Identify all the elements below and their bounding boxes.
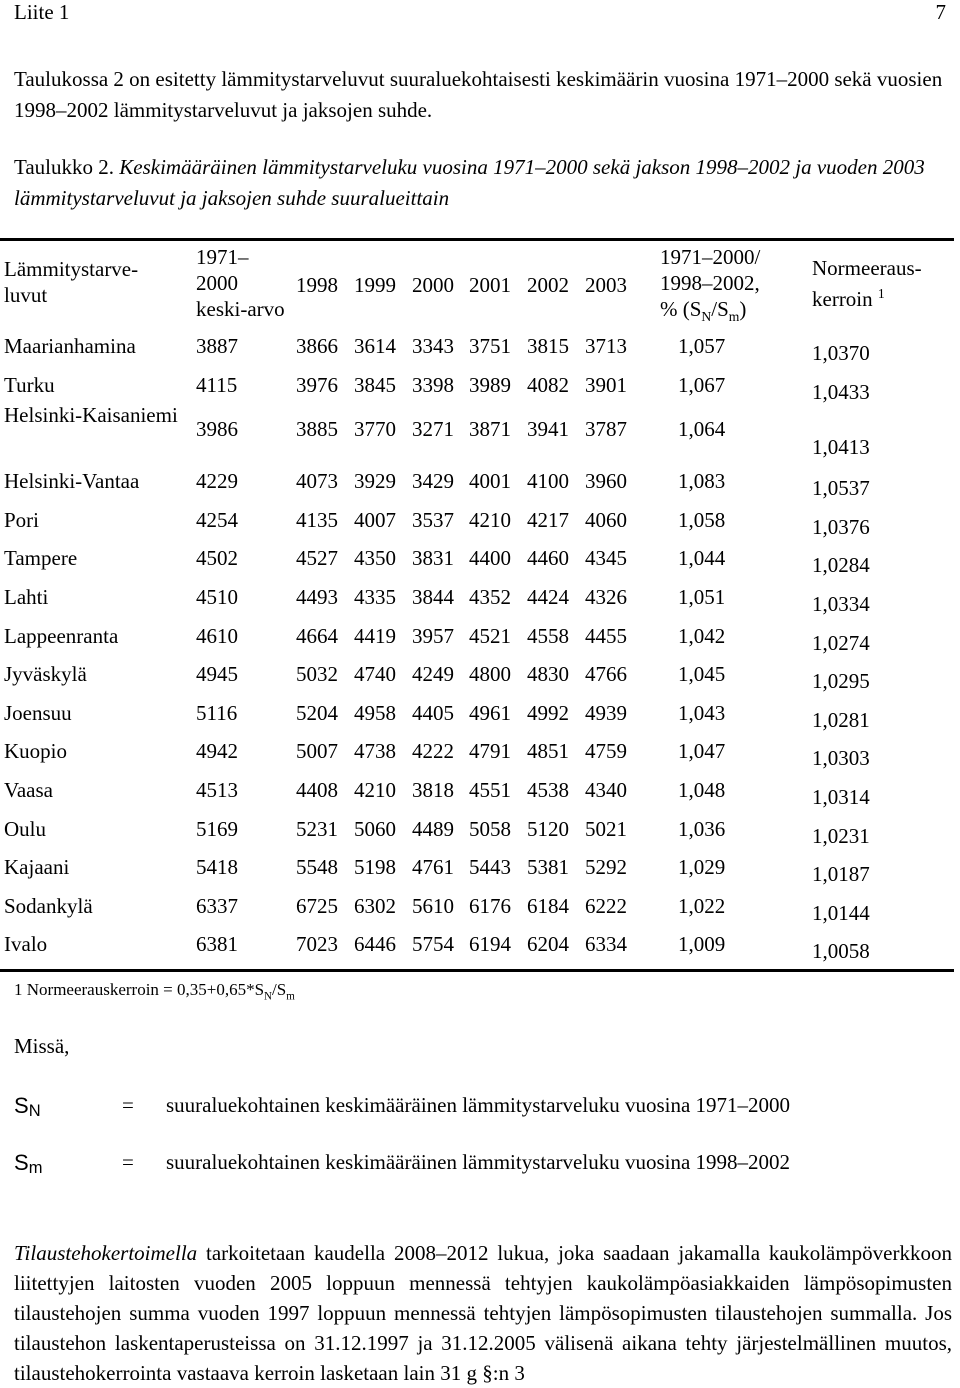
- header-name: [4, 256, 138, 308]
- table-row: [0, 738, 954, 777]
- year-value: 3885: [296, 417, 338, 442]
- body-paragraph: [14, 1238, 952, 1388]
- year-value: 4766: [585, 662, 627, 687]
- footnote-sub-n: N: [264, 990, 273, 1003]
- coefficient-value: 1,0303: [812, 746, 870, 771]
- station-name: Turku: [4, 372, 55, 397]
- station-name: Vaasa: [4, 777, 53, 802]
- coefficient-value: 1,0187: [812, 862, 870, 887]
- coefficient-value: 1,0413: [812, 435, 870, 460]
- year-value: 4419: [354, 623, 396, 648]
- average-value: 4513: [196, 777, 238, 802]
- year-value: 5231: [296, 816, 338, 841]
- year-value: 5032: [296, 662, 338, 687]
- average-value: 4610: [196, 623, 238, 648]
- ratio-sub-n: N: [701, 309, 712, 325]
- year-value: 5204: [296, 700, 338, 725]
- ratio-mid: /S: [711, 297, 729, 321]
- station-name: Helsinki-Vantaa: [4, 469, 140, 494]
- coefficient-value: 1,0537: [812, 476, 870, 501]
- year-value: 5198: [354, 855, 396, 880]
- table-row: [0, 931, 954, 970]
- average-value: 6381: [196, 932, 238, 957]
- station-name: Lappeenranta: [4, 623, 119, 648]
- average-value: 5169: [196, 816, 238, 841]
- coefficient-value: 1,0295: [812, 669, 870, 694]
- year-value: 4558: [527, 623, 569, 648]
- year-value: 4340: [585, 777, 627, 802]
- coefficient-value: 1,0058: [812, 939, 870, 964]
- caption-text: Keskimääräinen lämmitystarveluku vuosina 1971–2000 sekä jakson 1998–2002 ja vuoden 2003 lämmitystarveluvut ja jaksojen suhde suuralueittain: [14, 155, 925, 210]
- year-value: 4791: [469, 739, 511, 764]
- year-value: 4424: [527, 584, 569, 609]
- year-value: 5060: [354, 816, 396, 841]
- average-value: 4115: [196, 372, 238, 397]
- year-value: 4740: [354, 662, 396, 687]
- average-value: 4502: [196, 546, 238, 571]
- heating-degree-table: [0, 241, 954, 970]
- table-row: [0, 700, 954, 739]
- ratio-value: 1,057: [678, 334, 726, 358]
- year-value: 3976: [296, 372, 338, 397]
- average-value: 4945: [196, 662, 238, 687]
- ratio-value: 1,009: [678, 932, 726, 957]
- average-value: 4942: [196, 739, 238, 764]
- year-value: 4489: [412, 816, 454, 841]
- year-value: 5007: [296, 739, 338, 764]
- header-average: [196, 244, 285, 322]
- header-coef-footnote-mark: 1: [877, 286, 885, 301]
- year-value: 4761: [412, 855, 454, 880]
- coefficient-value: 1,0376: [812, 514, 870, 539]
- coefficient-value: 1,0284: [812, 553, 870, 578]
- year-value: 3614: [354, 334, 396, 358]
- year-value: 4135: [296, 507, 338, 532]
- year-value: 3844: [412, 584, 454, 609]
- year-value: 4335: [354, 584, 396, 609]
- station-name: Ivalo: [4, 932, 48, 957]
- intro-paragraph: Taulukossa 2 on esitetty lämmitystarveluvut suuraluekohtaisesti keskimäärin vuosina 1971–2000 sekä vuosien 1998–2002 lämmitystarveluvut ja jaksojen suhde.: [14, 67, 943, 122]
- year-value: 3343: [412, 334, 454, 358]
- footnote-sub-m: m: [286, 990, 295, 1003]
- station-name: Helsinki-Kaisaniemi: [4, 403, 178, 428]
- year-value: 4400: [469, 546, 511, 571]
- average-value: 3887: [196, 334, 238, 358]
- year-value: 4405: [412, 700, 454, 725]
- coefficient-value: 1,0334: [812, 591, 870, 616]
- appendix-label: Liite 1: [14, 0, 70, 24]
- year-value: 3398: [412, 372, 454, 397]
- header-name-line1: Lämmitystarve-: [4, 257, 139, 281]
- ratio-value: 1,036: [678, 816, 726, 841]
- header-name-line2: luvut: [4, 283, 48, 307]
- year-value: 4352: [469, 584, 511, 609]
- station-name: Kuopio: [4, 739, 67, 764]
- year-value: 6725: [296, 893, 338, 918]
- average-value: 5116: [196, 700, 238, 725]
- year-value: 6194: [469, 932, 511, 957]
- year-value: 3751: [469, 334, 511, 358]
- ratio-value: 1,044: [678, 546, 726, 571]
- year-value: 6446: [354, 932, 396, 957]
- header-average-line3: keski-arvo: [196, 297, 285, 321]
- year-value: 4326: [585, 584, 627, 609]
- year-value: 4210: [354, 777, 396, 802]
- station-name: Oulu: [4, 816, 46, 841]
- year-value: 3787: [585, 417, 627, 442]
- average-value: 6337: [196, 893, 238, 918]
- year-value: 4455: [585, 623, 627, 648]
- year-value: 6176: [469, 893, 511, 918]
- symbol-sub: m: [28, 1159, 43, 1177]
- table-row: [0, 333, 954, 372]
- symbol-base: S: [14, 1093, 29, 1118]
- year-value: 3770: [354, 417, 396, 442]
- year-value: 3429: [412, 469, 454, 494]
- year-value: 3271: [412, 417, 454, 442]
- table-row: [0, 403, 954, 468]
- year-value: 6184: [527, 893, 569, 918]
- caption-label: Taulukko 2.: [14, 155, 115, 179]
- table-header: [0, 241, 954, 333]
- year-value: 4493: [296, 584, 338, 609]
- definition-text: suuraluekohtainen keskimääräinen lämmitystarveluku vuosina 1971–2000: [166, 1093, 791, 1117]
- year-value: 5610: [412, 893, 454, 918]
- year-value: 5058: [469, 816, 511, 841]
- average-value: 4254: [196, 507, 238, 532]
- header-average-line2: 2000: [196, 271, 238, 295]
- table-row: [0, 545, 954, 584]
- table-footnote: [14, 980, 295, 1002]
- year-value: 4851: [527, 739, 569, 764]
- year-value: 3818: [412, 777, 454, 802]
- year-value: 3941: [527, 417, 569, 442]
- year-value: 3831: [412, 546, 454, 571]
- header-year-1998: 1998: [296, 273, 338, 297]
- year-value: 4408: [296, 777, 338, 802]
- year-value: 4527: [296, 546, 338, 571]
- coefficient-value: 1,0144: [812, 900, 870, 925]
- table-row: [0, 893, 954, 932]
- year-value: 3845: [354, 372, 396, 397]
- definition-sn: [14, 1093, 954, 1123]
- coefficient-value: 1,0314: [812, 784, 870, 809]
- year-value: 3929: [354, 469, 396, 494]
- year-value: 3960: [585, 469, 627, 494]
- year-value: 4350: [354, 546, 396, 571]
- definition-symbol: [14, 1093, 41, 1121]
- body-term: Tilaustehokertoimella: [14, 1241, 198, 1265]
- year-value: 6334: [585, 932, 627, 957]
- table-row: [0, 816, 954, 855]
- average-value: 3986: [196, 417, 238, 442]
- year-value: 4001: [469, 469, 511, 494]
- coefficient-value: 1,0281: [812, 707, 870, 732]
- header-average-line1: 1971–: [196, 245, 249, 269]
- average-value: 5418: [196, 855, 238, 880]
- definition-sm: [14, 1150, 954, 1180]
- header-year-2001: 2001: [469, 273, 511, 297]
- header-year-2003: 2003: [585, 273, 627, 297]
- year-value: 7023: [296, 932, 338, 957]
- year-value: 5443: [469, 855, 511, 880]
- table-row: [0, 623, 954, 662]
- footnote-pre: 1 Normeerauskerroin = 0,35+0,65*S: [14, 980, 265, 999]
- year-value: 4460: [527, 546, 569, 571]
- year-value: 4939: [585, 700, 627, 725]
- year-value: 4345: [585, 546, 627, 571]
- year-value: 4800: [469, 662, 511, 687]
- ratio-value: 1,048: [678, 777, 726, 802]
- ratio-value: 1,043: [678, 700, 726, 725]
- table-row: [0, 854, 954, 893]
- definition-text: suuraluekohtainen keskimääräinen lämmitystarveluku vuosina 1998–2002: [166, 1150, 791, 1174]
- year-value: 4007: [354, 507, 396, 532]
- year-value: 4738: [354, 739, 396, 764]
- year-value: 6222: [585, 893, 627, 918]
- header-ratio: [660, 244, 760, 330]
- year-value: 4073: [296, 469, 338, 494]
- year-value: 3871: [469, 417, 511, 442]
- header-coefficient: [812, 255, 922, 312]
- station-name: Joensuu: [4, 700, 72, 725]
- year-value: 5381: [527, 855, 569, 880]
- station-name: Sodankylä: [4, 893, 93, 918]
- year-value: 4210: [469, 507, 511, 532]
- station-name: Lahti: [4, 584, 49, 609]
- definition-equals: =: [122, 1150, 134, 1174]
- header-year-2002: 2002: [527, 273, 569, 297]
- header-year-2000: 2000: [412, 273, 454, 297]
- year-value: 5021: [585, 816, 627, 841]
- year-value: 4664: [296, 623, 338, 648]
- ratio-value: 1,083: [678, 469, 726, 494]
- year-value: 4082: [527, 372, 569, 397]
- year-value: 4830: [527, 662, 569, 687]
- coefficient-value: 1,0274: [812, 630, 870, 655]
- year-value: 5120: [527, 816, 569, 841]
- year-value: 3537: [412, 507, 454, 532]
- station-name: Maarianhamina: [4, 334, 136, 358]
- ratio-sub-m: m: [728, 309, 740, 325]
- definition-symbol: [14, 1150, 42, 1178]
- year-value: 4249: [412, 662, 454, 687]
- header-coef-line2: kerroin: [812, 287, 873, 311]
- table-body: [0, 333, 954, 970]
- coefficient-value: 1,0370: [812, 341, 870, 365]
- year-value: 4992: [527, 700, 569, 725]
- year-value: 5754: [412, 932, 454, 957]
- header-ratio-line2: 1998–2002,: [660, 271, 760, 295]
- year-value: 4759: [585, 739, 627, 764]
- ratio-value: 1,051: [678, 584, 726, 609]
- year-value: 3989: [469, 372, 511, 397]
- year-value: 5548: [296, 855, 338, 880]
- station-name: Kajaani: [4, 855, 70, 880]
- footnote-mid: /S: [272, 980, 287, 999]
- year-value: 6302: [354, 893, 396, 918]
- table-row: [0, 584, 954, 623]
- average-value: 4510: [196, 584, 238, 609]
- definition-equals: =: [122, 1093, 134, 1117]
- ratio-value: 1,067: [678, 372, 726, 397]
- year-value: 3713: [585, 334, 627, 358]
- year-value: 5292: [585, 855, 627, 880]
- year-value: 3957: [412, 623, 454, 648]
- year-value: 3901: [585, 372, 627, 397]
- header-ratio-line3: [660, 297, 747, 325]
- body-text: tarkoitetaan kaudella 2008–2012 lukua, joka saadaan jakamalla kaukolämpöverkkoon liitettyjen laitosten vuoden 2005 loppuun mennessä tehtyjen kaukolämpöasiakkaiden lämpösopimusten tilaustehojen summa vuoden 1997 loppuun mennessä tehtyjen lämpösopimusten tilaustehojen summalla. Jos tilaustehon laskentaperusteissa on 31.12.1997 ja 31.12.2005 välisenä aikana tehty järjestelmällinen muutos, tilaustehokerrointa vastaava kerroin lasketaan lain 31 g §:n 3: [14, 1241, 952, 1385]
- station-name: Jyväskylä: [4, 662, 87, 687]
- ratio-value: 1,042: [678, 623, 726, 648]
- header-ratio-line1: 1971–2000/: [660, 245, 761, 269]
- year-value: 4958: [354, 700, 396, 725]
- station-name: Tampere: [4, 546, 78, 571]
- table-bottom-rule: [0, 969, 954, 972]
- coefficient-value: 1,0433: [812, 379, 870, 404]
- ratio-pre: % (S: [660, 297, 702, 321]
- year-value: 4100: [527, 469, 569, 494]
- average-value: 4229: [196, 469, 238, 494]
- header-year-1999: 1999: [354, 273, 396, 297]
- year-value: 4060: [585, 507, 627, 532]
- ratio-value: 1,058: [678, 507, 726, 532]
- ratio-post: ): [739, 297, 747, 321]
- table-row: [0, 661, 954, 700]
- page-number: 7: [935, 0, 946, 24]
- station-name: Pori: [4, 507, 40, 532]
- definitions-intro: Missä,: [14, 1034, 70, 1058]
- year-value: 6204: [527, 932, 569, 957]
- year-value: 4217: [527, 507, 569, 532]
- year-value: 4538: [527, 777, 569, 802]
- table-row: [0, 468, 954, 507]
- symbol-base: S: [14, 1150, 29, 1175]
- ratio-value: 1,064: [678, 417, 726, 442]
- ratio-value: 1,029: [678, 855, 726, 880]
- table-caption: [14, 152, 952, 214]
- year-value: 3815: [527, 334, 569, 358]
- year-value: 4521: [469, 623, 511, 648]
- coefficient-value: 1,0231: [812, 823, 870, 848]
- year-value: 3866: [296, 334, 338, 358]
- header-coef-line1: Normeeraus-: [812, 256, 922, 280]
- ratio-value: 1,045: [678, 662, 726, 687]
- year-value: 4961: [469, 700, 511, 725]
- table-row: [0, 507, 954, 546]
- ratio-value: 1,022: [678, 893, 726, 918]
- table-row: [0, 777, 954, 816]
- ratio-value: 1,047: [678, 739, 726, 764]
- symbol-sub: N: [28, 1102, 41, 1120]
- year-value: 4551: [469, 777, 511, 802]
- year-value: 4222: [412, 739, 454, 764]
